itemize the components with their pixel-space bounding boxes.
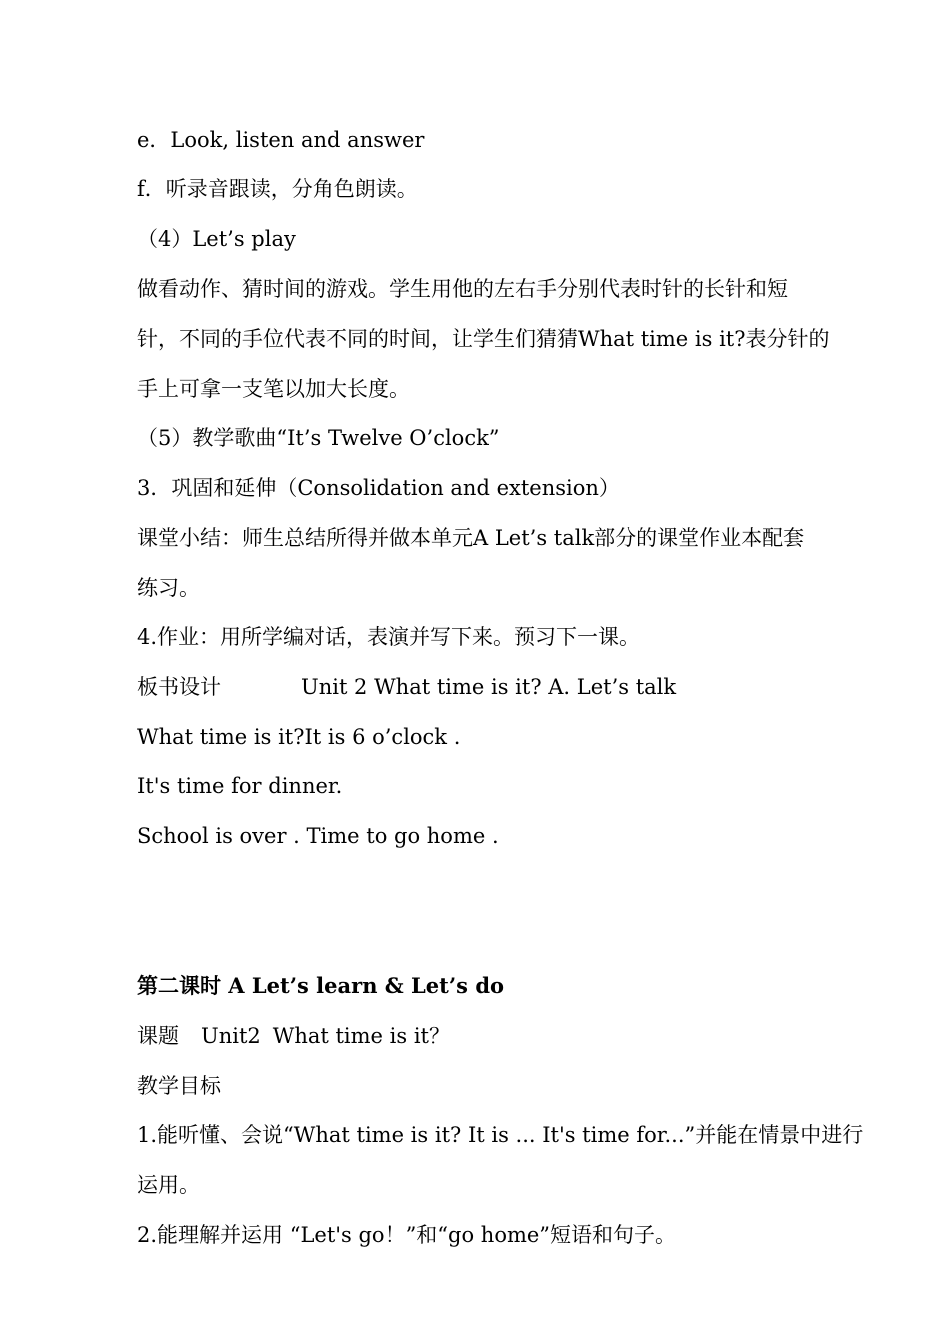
- text-line: 手上可拿一支笔以加大长度。: [137, 377, 410, 401]
- topic-question: What time is it？: [272, 1024, 450, 1048]
- text-line: （4）Let’s play: [137, 227, 296, 251]
- goal-line: 2.能理解并运用 “Let's go！”和“go home”短语和句子。: [137, 1223, 677, 1247]
- topic-line: [137, 1021, 849, 1051]
- text-line: 做看动作、猜时间的游戏。学生用他的左右手分别代表时针的长针和短: [137, 277, 788, 301]
- topic-label: 课题: [137, 1024, 179, 1048]
- topic-unit: Unit2: [201, 1024, 261, 1048]
- board-line: What time is it?It is 6 o’clock .: [137, 725, 461, 749]
- board-line: It's time for dinner.: [137, 774, 343, 798]
- section-title: 第二课时 A Let’s learn & Let’s do: [137, 973, 505, 998]
- text-line: 课堂小结：师生总结所得并做本单元A Let’s talk部分的课堂作业本配套: [137, 526, 805, 550]
- board-line: School is over . Time to go home .: [137, 824, 499, 848]
- text-line: 4.作业：用所学编对话，表演并写下来。预习下一课。: [137, 625, 641, 649]
- text-line: 针，不同的手位代表不同的时间，让学生们猜猜What time is it?表分针的: [137, 327, 830, 351]
- board-design-title: Unit 2 What time is it? A. Let’s talk: [301, 675, 677, 699]
- text-line: 3．巩固和延伸（Consolidation and extension）: [137, 476, 620, 500]
- goal-line: 运用。: [137, 1173, 200, 1197]
- goal-line: 1.能听懂、会说“What time is it? It is ... It's time for...”并能在情景中进行: [137, 1123, 864, 1147]
- text-line: 练习。: [137, 576, 200, 600]
- text-line: e．Look, listen and answer: [137, 128, 425, 152]
- goals-heading: 教学目标: [137, 1074, 221, 1098]
- board-design-line: [137, 672, 849, 702]
- text-line: （5）教学歌曲“It’s Twelve O’clock”: [137, 426, 500, 450]
- board-design-label: 板书设计: [137, 675, 221, 699]
- text-line: f．听录音跟读，分角色朗读。: [137, 177, 418, 201]
